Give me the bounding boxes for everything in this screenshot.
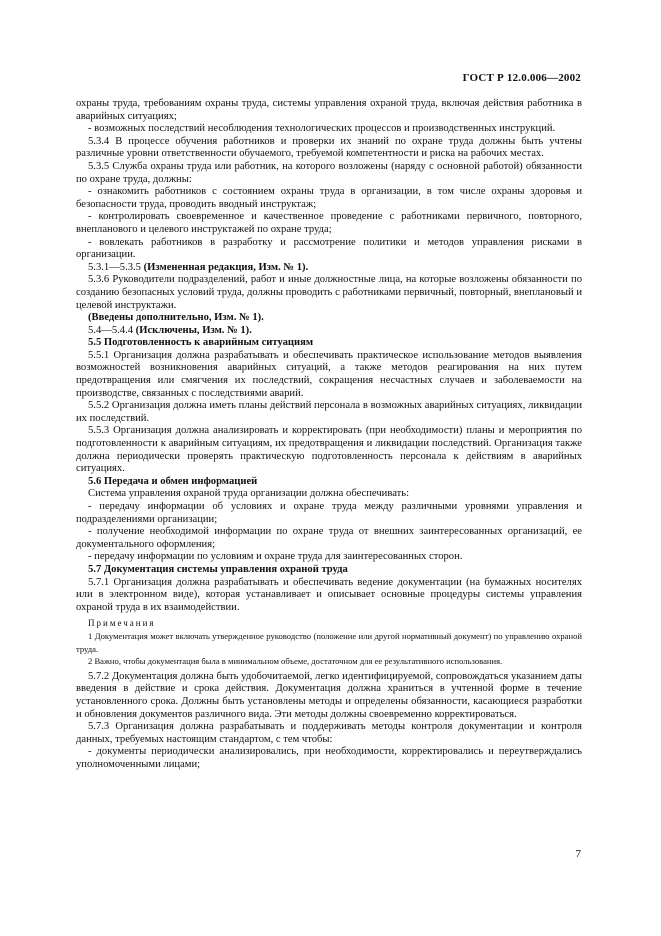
paragraph-5-3-6: 5.3.6 Руководители подразделений, работ и иные должностные лица, на которые возложены обязанности по созданию безопасных условий труда, должны проводить с работниками первичный, повторный, внеплановый и целевой инструктажи. [76,274,582,311]
standard-header: ГОСТ Р 12.0.006—2002 [462,72,581,84]
section-heading-5-5: 5.5 Подготовленность к аварийным ситуациям [88,337,314,349]
list-item: - документы периодически анализировались, при необходимости, корректировались и перeутверждались уполномоченными лицами; [76,746,582,770]
paragraph-5-5-1: 5.5.1 Организация должна разрабатывать и обеспечивать практическое использование методов выявления возможностей возникновения аварийных ситуаций, а также методов реагирования на них путем предотвращения или смягчения их последствий, сокращения несчастных случаев и заболеваемости на производстве, связанных с последствиями аварий. [76,349,582,399]
page-number: 7 [575,848,581,860]
list-item: - передачу информации об условиях и охране труда между различными уровнями управления и подразделениями организации; [76,501,582,525]
section-heading-5-7: 5.7 Документация системы управления охраной труда [88,563,348,575]
note-1: 1 Документация может включать утвержденное руководство (положение или другой нормативный документ) по управлению охраной труда. [76,630,582,654]
paragraph-5-7-2: 5.7.2 Документация должна быть удобочитаемой, легко идентифицируемой, сопровождаться указанием даты введения в действие и срока действия. Документация должна храниться в учтенной форме в течение установленного срока. Должны быть установлены методы и определены обязанности, касающиеся разработки и обновления документов различного вида. Эти методы должны своевременно корректироваться. [76,670,582,720]
list-item: - возможных последствий несоблюдения технологических процессов и производственных инструкций. [88,123,556,135]
list-item: - получение необходимой информации по охране труда от внешних заинтересованных организаций, ее документального оформления; [76,526,582,550]
paragraph-5-5-2: 5.5.2 Организация должна иметь планы действий персонала в возможных аварийных ситуациях, ликвидации их последствий. [76,400,582,424]
paragraph-5-3-4: 5.3.4 В процессе обучения работников и проверки их знаний по охране труда должны быть учтены различные уровни ответственности обучаемого, требуемой компетентности и риска на рабочих местах. [76,135,582,160]
document-body [76,98,582,771]
amendment-range: 5.4—5.4.4 [88,324,136,336]
amendment-note [76,262,582,275]
amendment-range: 5.3.1—5.3.5 [88,261,144,273]
list-item: - вовлекать работников в разработку и рассмотрение политики и методов управления рисками в организации. [76,236,582,261]
amendment-text: (Исключены, Изм. № 1). [135,324,252,336]
amendment-note: (Введены дополнительно, Изм. № 1). [88,312,264,324]
paragraph: Система управления охраной труда организации должна обеспечивать: [88,488,410,500]
paragraph-5-3-5: 5.3.5 Служба охраны труда или работник, на которого возложены (наряду с основной работой) обязанности по охране труда, должны: [76,160,582,185]
paragraph-5-7-1: 5.7.1 Организация должна разрабатывать и обеспечивать ведение документации (на бумажных носителях или в электронном виде), которая устанавливает и описывает основные процедуры системы управления охраной труда в их взаимодействии. [76,576,582,613]
list-item: - передачу информации по условиям и охране труда для заинтересованных сторон. [88,551,463,563]
amendment-text: (Измененная редакция, Изм. № 1). [143,261,309,273]
notes-title: Примечания [88,618,156,629]
list-item: - ознакомить работников с состоянием охраны труда в организации, в том числе охраны здоровья и безопасности труда, проводить вводный инструктаж; [76,186,582,210]
note-2: 2 Важно, чтобы документация была в минимальном объеме, достаточном для ее результативного использования. [88,656,503,667]
paragraph: охраны труда, требованиям охраны труда, системы управления охраной труда, включая действия работника в аварийных ситуациях; [76,98,582,122]
list-item: - контролировать своевременное и качественное проведение с работниками первичного, повторного, внепланового и целевого инструктажей по охране труда; [76,211,582,235]
paragraph-5-5-3: 5.5.3 Организация должна анализировать и корректировать (при необходимости) планы и мероприятия по подготовленности к аварийным ситуациям, их предотвращения и ликвидации последствий. Организация также должна периодически проверять практическую подготовленность персонала к действиям в аварийных ситуациях. [76,425,582,475]
section-heading-5-6: 5.6 Передача и обмен информацией [88,475,258,487]
paragraph-5-7-3: 5.7.3 Организация должна разрабатывать и поддерживать методы контроля документации и контроля данных, требуемых настоящим стандартом, с тем чтобы: [76,721,582,745]
amendment-note [76,325,582,338]
